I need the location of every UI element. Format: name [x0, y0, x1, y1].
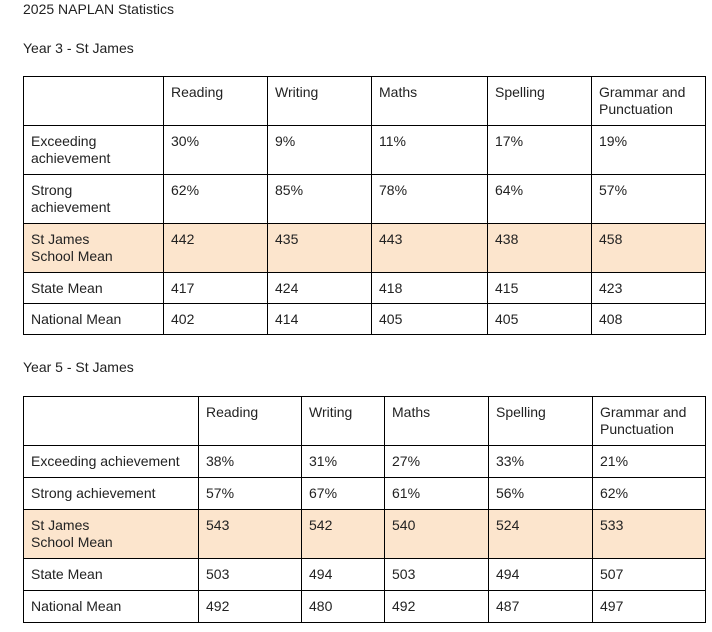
table-cell: 21% [593, 446, 706, 478]
header-cell-maths: Maths [372, 77, 488, 126]
table-cell: 540 [385, 510, 489, 559]
table-cell: 67% [302, 478, 385, 510]
table-cell: 57% [199, 478, 302, 510]
table-cell: 480 [302, 591, 385, 623]
table-cell: 487 [489, 591, 593, 623]
header-cell-writing: Writing [268, 77, 372, 126]
table-cell: 435 [268, 224, 372, 273]
page-title: 2025 NAPLAN Statistics [23, 1, 174, 17]
row-label: Exceeding achievement [24, 446, 199, 478]
table-cell: 458 [592, 224, 706, 273]
table-header-row [24, 397, 706, 446]
header-cell [24, 397, 199, 446]
table-cell: 438 [488, 224, 592, 273]
year3-section-title: Year 3 - St James [23, 40, 134, 56]
row-label: State Mean [24, 559, 199, 591]
header-cell-reading: Reading [164, 77, 268, 126]
header-cell-grammar: Grammar and Punctuation [593, 397, 706, 446]
table-cell: 543 [199, 510, 302, 559]
table-row-school-mean [24, 224, 706, 273]
table-row [24, 273, 706, 304]
row-label: State Mean [24, 273, 164, 304]
table-cell: 414 [268, 304, 372, 335]
table-row [24, 591, 706, 623]
table-cell: 418 [372, 273, 488, 304]
header-cell-spelling: Spelling [488, 77, 592, 126]
table-cell: 492 [199, 591, 302, 623]
table-row [24, 559, 706, 591]
table-cell: 31% [302, 446, 385, 478]
year3-stats-table [23, 76, 706, 335]
header-cell-reading: Reading [199, 397, 302, 446]
table-cell: 423 [592, 273, 706, 304]
table-cell: 64% [488, 175, 592, 224]
header-cell-spelling: Spelling [489, 397, 593, 446]
table-row [24, 126, 706, 175]
row-label: Strong achievement [24, 175, 164, 224]
table-cell: 402 [164, 304, 268, 335]
table-cell: 405 [372, 304, 488, 335]
table-cell: 27% [385, 446, 489, 478]
table-cell: 61% [385, 478, 489, 510]
table-cell: 56% [489, 478, 593, 510]
row-label: St James School Mean [24, 510, 199, 559]
header-cell-maths: Maths [385, 397, 489, 446]
table-cell: 62% [593, 478, 706, 510]
table-cell: 30% [164, 126, 268, 175]
table-cell: 408 [592, 304, 706, 335]
row-label: National Mean [24, 591, 199, 623]
row-label: Exceeding achievement [24, 126, 164, 175]
table-cell: 19% [592, 126, 706, 175]
header-cell-writing: Writing [302, 397, 385, 446]
table-cell: 85% [268, 175, 372, 224]
table-cell: 442 [164, 224, 268, 273]
year5-section-title: Year 5 - St James [23, 359, 134, 375]
table-row [24, 478, 706, 510]
table-cell: 78% [372, 175, 488, 224]
table-cell: 507 [593, 559, 706, 591]
table-cell: 9% [268, 126, 372, 175]
table-cell: 494 [489, 559, 593, 591]
year5-stats-table [23, 396, 706, 623]
table-cell: 492 [385, 591, 489, 623]
table-cell: 17% [488, 126, 592, 175]
header-cell [24, 77, 164, 126]
table-cell: 417 [164, 273, 268, 304]
table-cell: 542 [302, 510, 385, 559]
table-cell: 503 [199, 559, 302, 591]
row-label: Strong achievement [24, 478, 199, 510]
table-cell: 11% [372, 126, 488, 175]
table-cell: 38% [199, 446, 302, 478]
table-cell: 424 [268, 273, 372, 304]
table-cell: 503 [385, 559, 489, 591]
header-cell-grammar: Grammar and Punctuation [592, 77, 706, 126]
table-row [24, 304, 706, 335]
table-cell: 57% [592, 175, 706, 224]
table-cell: 533 [593, 510, 706, 559]
table-cell: 62% [164, 175, 268, 224]
table-cell: 494 [302, 559, 385, 591]
table-cell: 497 [593, 591, 706, 623]
row-label: St James School Mean [24, 224, 164, 273]
table-cell: 415 [488, 273, 592, 304]
table-cell: 524 [489, 510, 593, 559]
row-label: National Mean [24, 304, 164, 335]
table-cell: 33% [489, 446, 593, 478]
table-cell: 405 [488, 304, 592, 335]
table-row [24, 446, 706, 478]
table-row-school-mean [24, 510, 706, 559]
table-cell: 443 [372, 224, 488, 273]
table-header-row [24, 77, 706, 126]
table-row [24, 175, 706, 224]
